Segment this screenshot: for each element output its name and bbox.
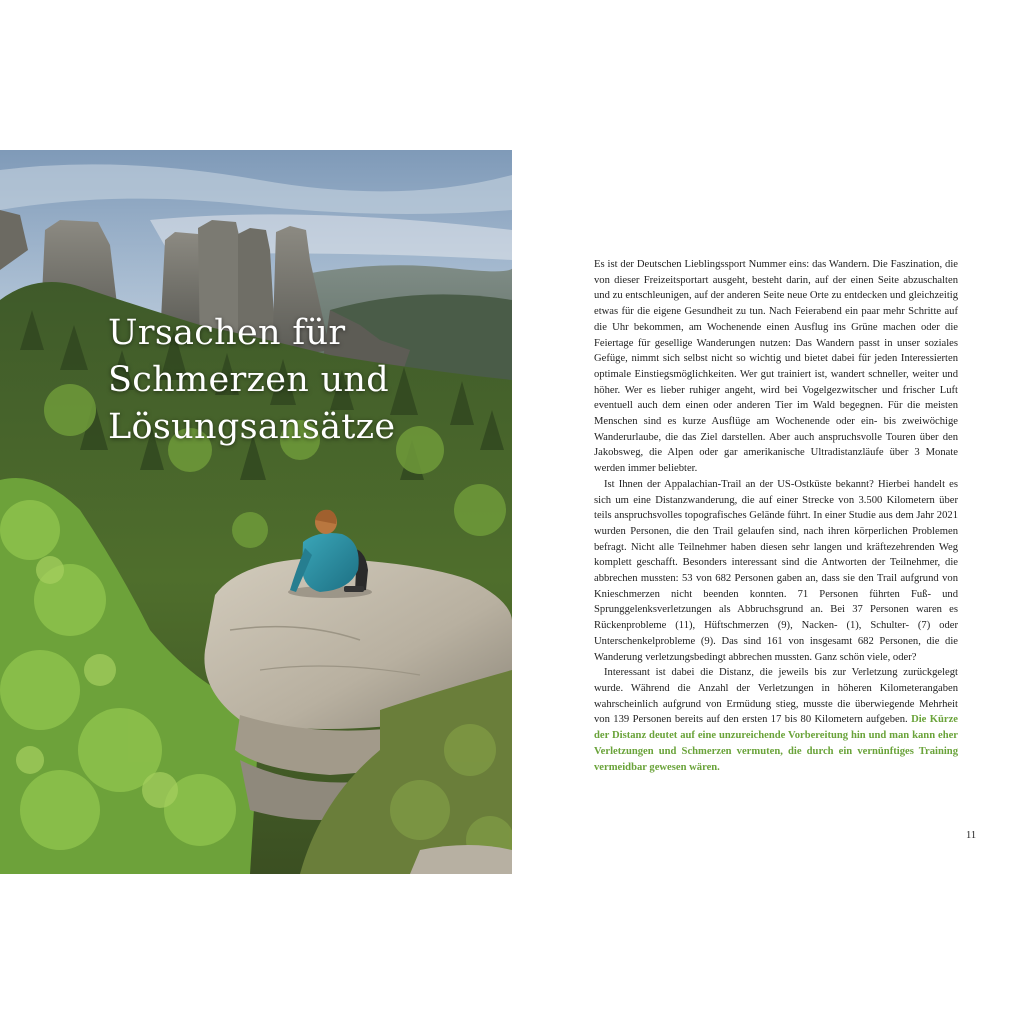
chapter-title-line-1: Ursachen für xyxy=(108,313,346,353)
highlighted-conclusion: Die Kürze der Distanz deutet auf eine unzureichende Vorbereitung hin und man kann eher Verletzungen und Schmerzen vermuten, die durch ein vernünftiges Training vermeidbar gewesen wären. xyxy=(594,714,958,773)
chapter-title-line-2: Schmerzen und xyxy=(108,360,389,400)
page-number: 11 xyxy=(966,830,977,841)
body-paragraph-3-text: Interessant ist dabei die Distanz, die jeweils bis zur Verletzung zurückgelegt wurde. Während die Anzahl der Verletzungen in höheren Kilometerangaben wahrscheinlich aufgrund von Ermüdung stieg, musste die überwiegende Mehrheit von 139 Personen bereits auf den ersten 17 bis 80 Kilometern aufgeben. xyxy=(594,667,958,726)
body-text xyxy=(594,257,958,775)
chapter-title xyxy=(108,310,428,451)
chapter-title-line-3: Lösungsansätze xyxy=(108,407,396,447)
body-paragraph-2: Ist Ihnen der Appalachian-Trail an der US-Ostküste bekannt? Hierbei handelt es sich um eine Distanzwanderung, die auf einer Strecke von 3.500 Kilometern über teils anspruchsvolles topografisches Gelände führt. In einer Studie aus dem Jahr 2021 wurden Personen, die den Trail gelaufen sind, nach ihren körperlichen Problemen befragt. Nicht alle Teilnehmer haben diesen sehr langen und kräftezehrenden Weg komplett geschafft. Besonders interessant sind die Antworten der Teilnehmer, die abbrechen mussten: 53 von 682 Personen gaben an, dass sie den Trail aufgrund von Knieschmerzen nicht beenden konnten. 71 Personen führten Fuß- und Sprunggelenksverletzungen als Abbruchsgrund an. Bei 37 Personen waren es Rückenprobleme (11), Hüftschmerzen (9), Nacken- (1), Schulter- (7) oder Unterschenkelprobleme (9). Das sind 161 von insgesamt 682 Personen, die die Wanderung verletzungsbedingt abbrechen mussten. Ganz schön viele, oder? xyxy=(594,478,958,663)
body-paragraph-3 xyxy=(594,665,958,775)
body-paragraph-1: Es ist der Deutschen Lieblingssport Nummer eins: das Wandern. Die Faszination, die von dieser Freizeitsportart ausgeht, besteht darin, auf der einen Seite abzuschalten und zu entschleunigen, auf der anderen Seite neue Orte zu entdecken und gleichzeitig etwas für die eigene Gesundheit zu tun. Nach Feierabend ein paar mehr Schritte auf die Uhr bekommen, am Wochenende einen Ausflug ins Grüne machen oder die Feiertage für gesellige Wanderungen nutzen: Das Wandern passt in unser soziales Gefüge, nimmt sich selbst nicht so wichtig und bietet dabei für jeden Interessierten optimale Einstiegsmöglichkeiten. Wer gut trainiert ist, wandert schneller, weiter und höher. Wer es lieber ruhiger angeht, wird bei Vogelgezwitscher und frischer Luft eventuell auch dem einen oder anderen Tier im Wald begegnen. Für die meisten Menschen sind es kurze Ausflüge am Wochenende oder ein- bis zweiwöchige Wanderurlaube, die das Ziel darstellen. Aber auch anspruchsvolle Touren über den Jakobsweg, die Alpen oder gar amerikanische Ultradistanzläufe über 3 Monate werden immer beliebter. xyxy=(594,259,958,475)
hiker-landscape-photo xyxy=(0,150,512,874)
